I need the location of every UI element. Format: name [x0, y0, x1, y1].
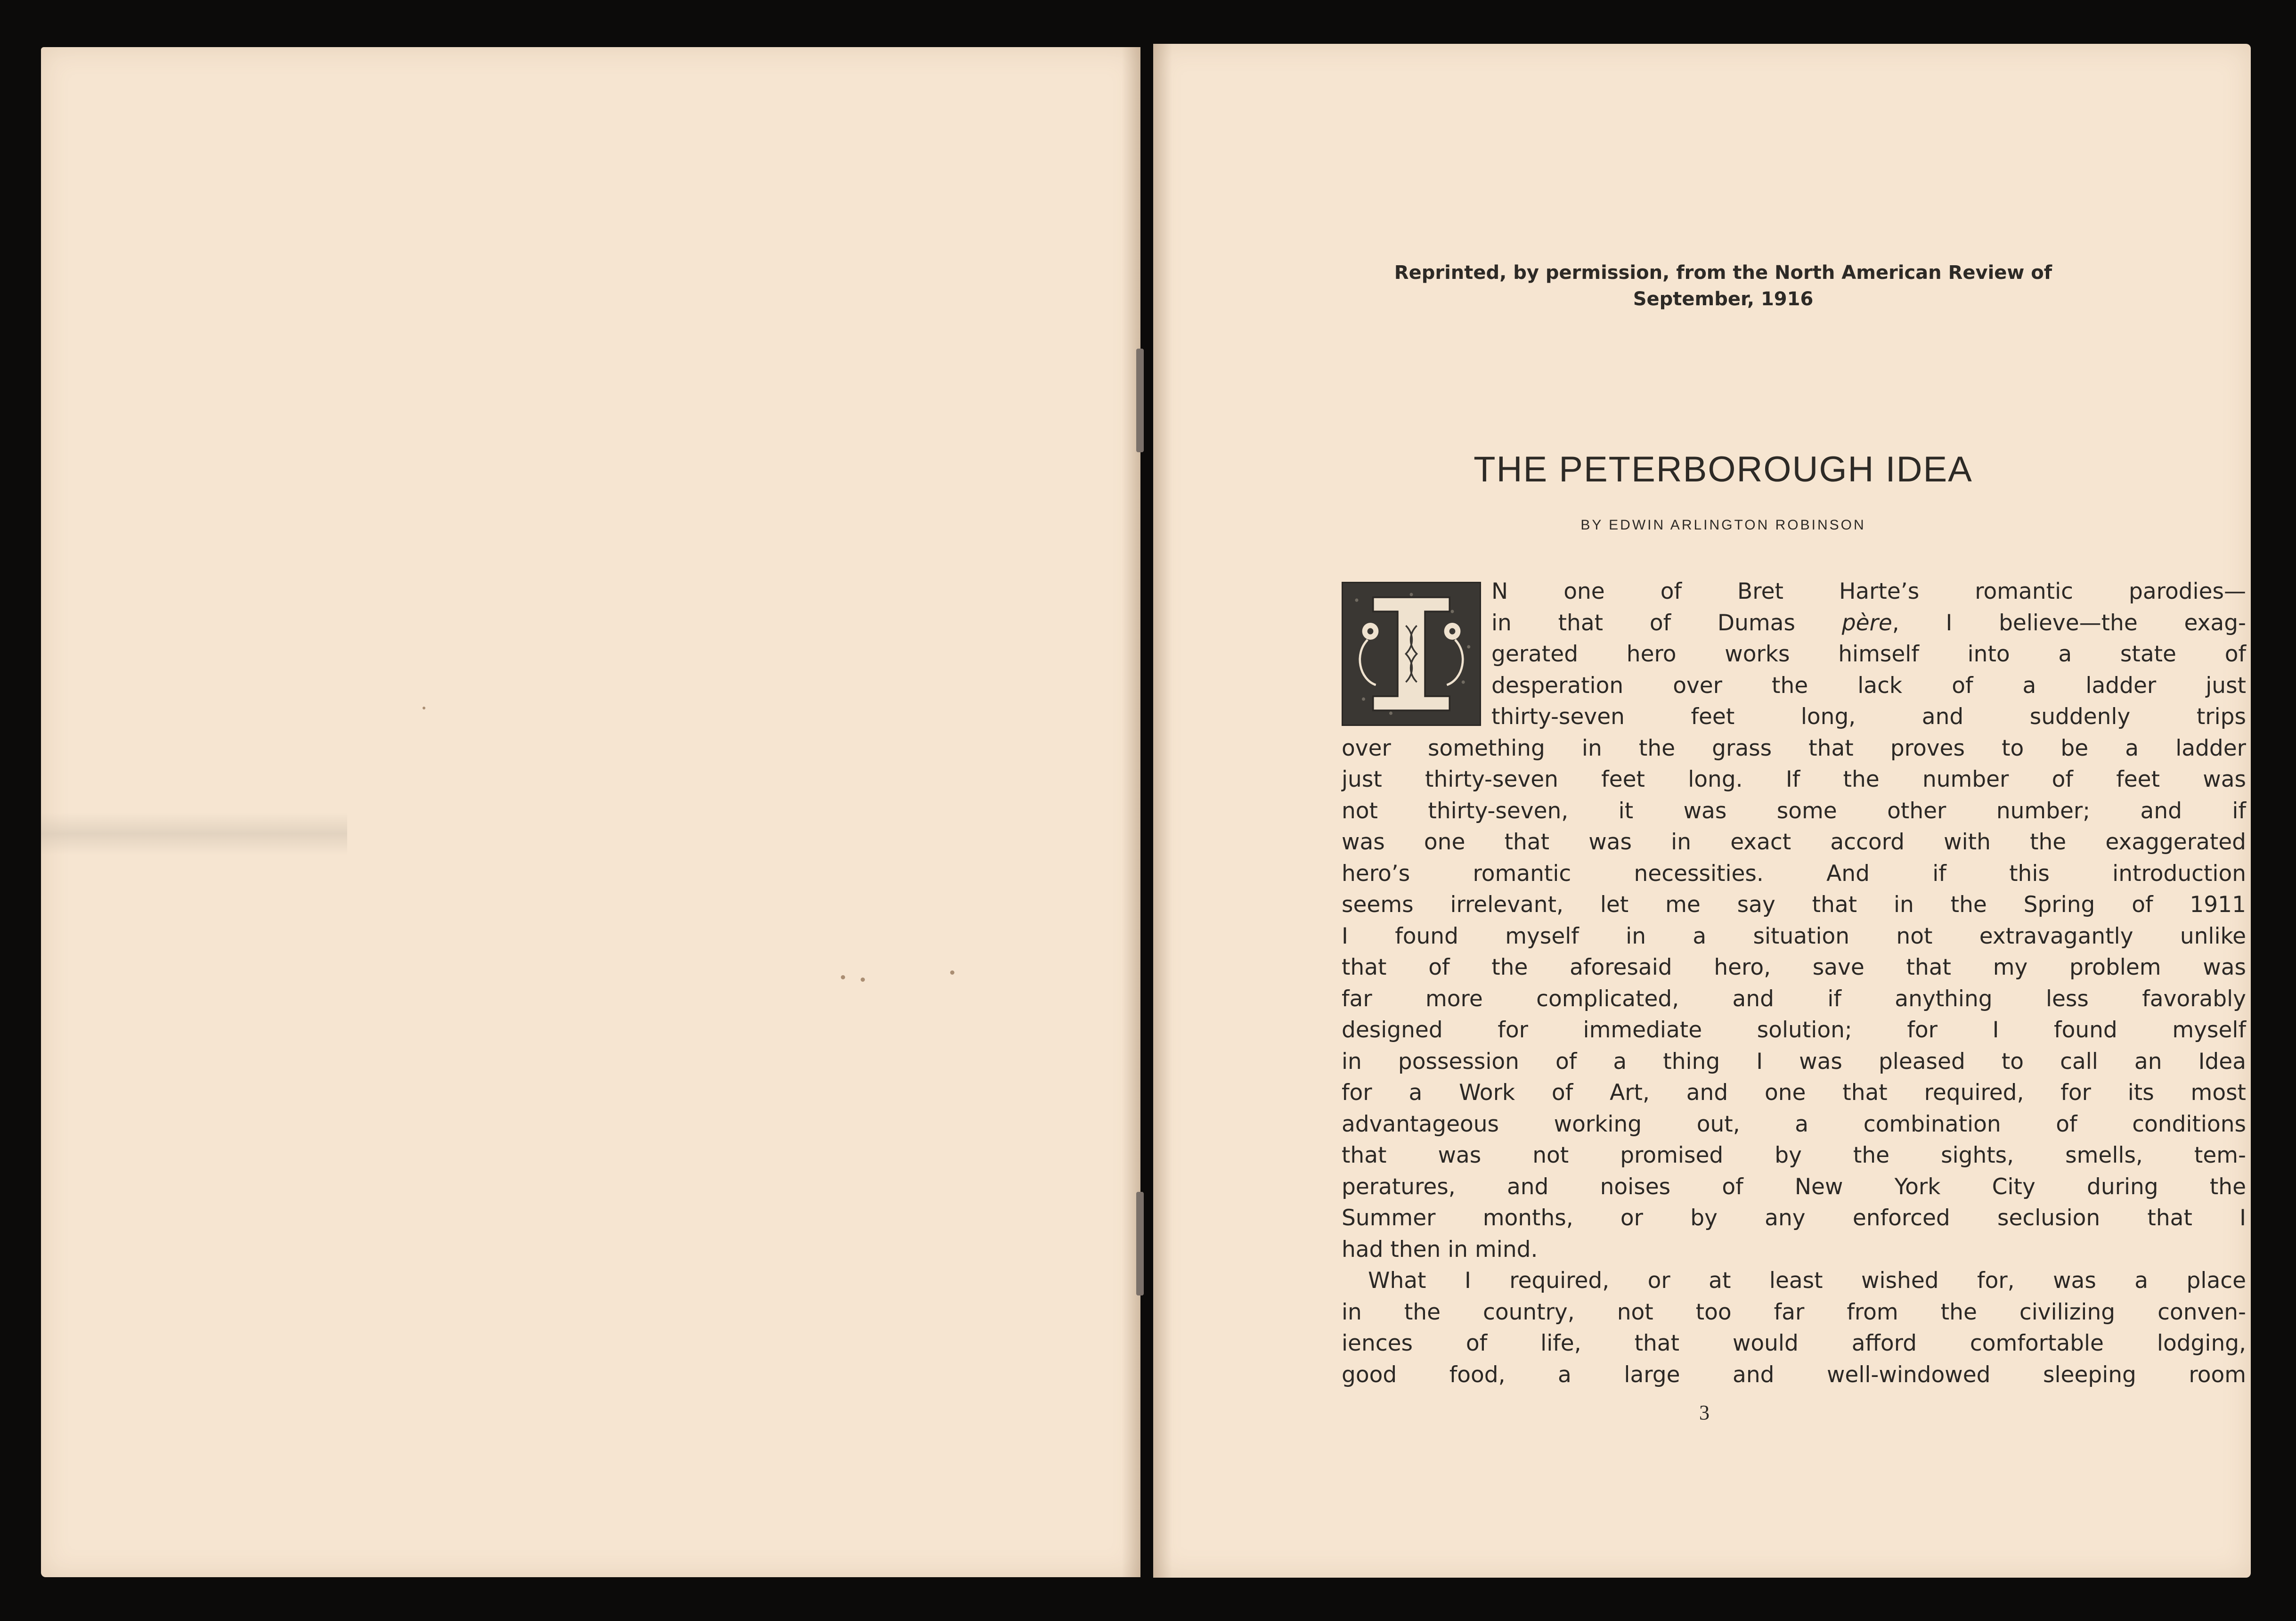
body-line-text: in that of Dumas père, I believe—the exag- — [1491, 610, 2247, 636]
body-line: What I required, or at least wished for, was a place — [1368, 1268, 2246, 1294]
body-line: N one of Bret Harte’s romantic parodies— — [1491, 578, 2246, 604]
body-line: advantageous working out, a combination of conditions — [1342, 1111, 2246, 1137]
article-title: THE PETERBOROUGH IDEA — [1474, 449, 1973, 489]
body-line: just thirty-seven feet long. If the number of feet was — [1342, 766, 2246, 792]
body-line: was one that was in exact accord with the exaggerated — [1342, 829, 2246, 855]
fold-shadow — [1122, 47, 1140, 1577]
foxing-spot — [841, 975, 845, 979]
body-line: not thirty-seven, it was some other number; and if — [1342, 798, 2246, 824]
right-page — [1153, 44, 2251, 1578]
foxing-spot — [423, 707, 425, 709]
body-line: gerated hero works himself into a state of — [1491, 641, 2246, 667]
body-line: hero’s romantic necessities. And if this introduction — [1342, 860, 2246, 887]
drop-cap-ornament-icon — [1343, 583, 1480, 725]
left-page — [41, 47, 1140, 1577]
article-byline: BY EDWIN ARLINGTON ROBINSON — [1580, 517, 1866, 533]
foxing-spot — [861, 977, 865, 982]
foxing-spot — [950, 970, 954, 975]
body-line: I found myself in a situation not extravagantly unlike — [1342, 923, 2246, 949]
paper-crease — [41, 813, 347, 855]
body-line: in the country, not too far from the civilizing conven- — [1342, 1299, 2246, 1325]
body-line: in possession of a thing I was pleased to call an Idea — [1342, 1048, 2246, 1075]
page-number: 3 — [1699, 1401, 1710, 1424]
body-line: had then in mind. — [1342, 1236, 1538, 1263]
body-line: over something in the grass that proves to be a ladder — [1342, 735, 2246, 761]
reprint-notice — [1262, 260, 2185, 312]
binding-staple — [1136, 349, 1144, 452]
ornamental-drop-cap — [1342, 582, 1481, 726]
reprint-notice-line: Reprinted, by permission, from the North American Review of — [1394, 262, 2052, 284]
binding-staple — [1136, 1192, 1144, 1295]
body-line: designed for immediate solution; for I found myself — [1342, 1017, 2246, 1043]
body-line: desperation over the lack of a ladder just — [1491, 672, 2246, 699]
fold-shadow — [1153, 44, 1172, 1578]
body-line: peratures, and noises of New York City during the — [1342, 1173, 2246, 1200]
body-line: that of the aforesaid hero, save that my problem was — [1342, 954, 2246, 980]
body-line: seems irrelevant, let me say that in the Spring of 1911 — [1342, 892, 2246, 918]
body-line: far more complicated, and if anything less favorably — [1342, 986, 2246, 1012]
italic-word: père — [1841, 610, 1892, 636]
article-body — [1342, 576, 2246, 1391]
body-line: iences of life, that would afford comfortable lodging, — [1342, 1330, 2246, 1356]
body-line: thirty-seven feet long, and suddenly trips — [1491, 704, 2246, 730]
reprint-notice-line: September, 1916 — [1633, 288, 1814, 310]
body-line: Summer months, or by any enforced seclusion that I — [1342, 1205, 2246, 1231]
body-line: that was not promised by the sights, smells, tem- — [1342, 1142, 2246, 1168]
body-line: for a Work of Art, and one that required, for its most — [1342, 1080, 2246, 1106]
body-line: good food, a large and well-windowed sleeping room — [1342, 1361, 2246, 1388]
